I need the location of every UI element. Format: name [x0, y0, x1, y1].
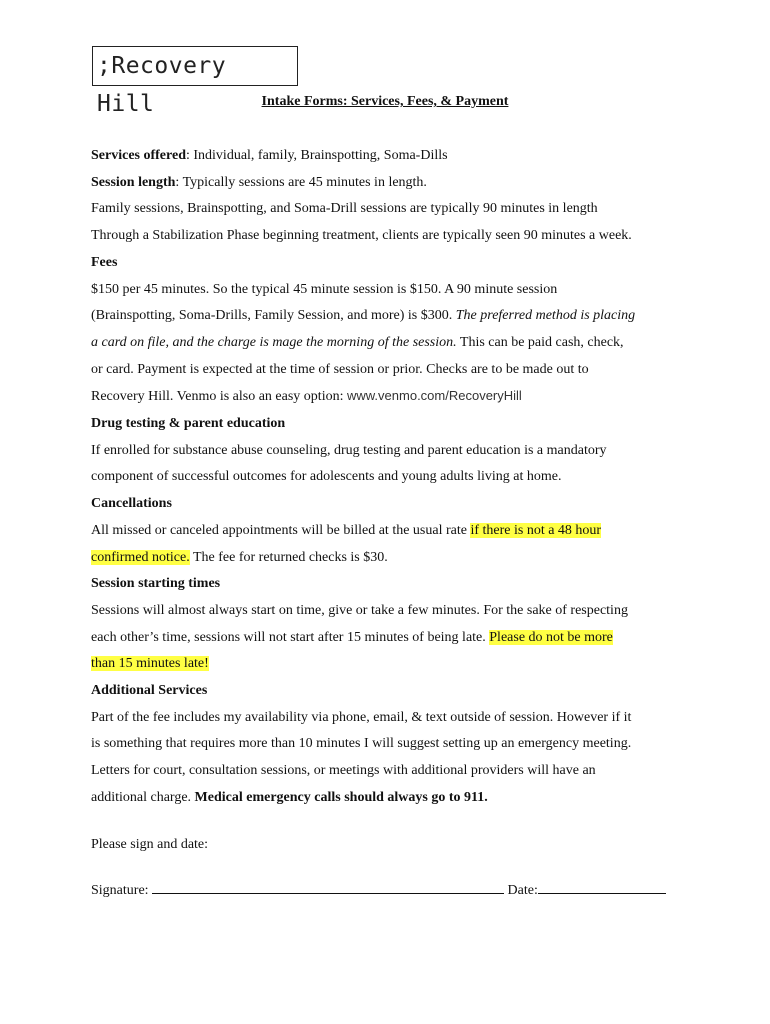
signature-field[interactable]: [152, 879, 504, 894]
cancellations-line-1-text: All missed or canceled appointments will be billed at the usual rate: [91, 522, 471, 538]
cancellations-highlight-1: if there is not a 48 hour: [470, 522, 602, 538]
services-offered-value: Individual, family, Brainspotting, Soma-Dills: [193, 148, 448, 163]
recovery-hill-logo: ;Recovery Hill: [92, 46, 298, 86]
signature-label: Signature:: [91, 883, 153, 899]
date-label: Date:: [504, 883, 538, 899]
drug-testing-line-1: If enrolled for substance abuse counseling, drug testing and parent education is a mandatory: [91, 442, 607, 458]
document-title: Intake Forms: Services, Fees, & Payment: [261, 94, 509, 109]
drug-testing-line-2: component of successful outcomes for adolescents and young adults living at home.: [91, 469, 562, 485]
fees-line-3: [91, 330, 691, 357]
session-length-line: [91, 170, 691, 197]
venmo-link[interactable]: www.venmo.com/RecoveryHill: [346, 388, 522, 404]
starting-times-line-2: [91, 625, 691, 652]
session-length-stabilization-line: Through a Stabilization Phase beginning treatment, clients are typically seen 90 minutes a week.: [91, 228, 632, 244]
medical-emergency-note: Medical emergency calls should always go to 911.: [194, 789, 488, 805]
cancellations-heading: Cancellations: [91, 496, 172, 512]
starting-times-heading: Session starting times: [91, 576, 221, 592]
services-offered-line: [91, 143, 691, 170]
starting-times-line-3: [91, 651, 691, 678]
cancellations-line-2-text: The fee for returned checks is $30.: [189, 549, 388, 565]
additional-line-2: is something that requires more than 10 minutes I will suggest setting up an emergency meeting.: [91, 736, 632, 752]
session-length-value: Typically sessions are 45 minutes in length.: [182, 174, 427, 190]
fees-line-1: $150 per 45 minutes. So the typical 45 minute session is $150. A 90 minute session: [91, 281, 558, 297]
fees-line-3-italic: a card on file, and the charge is mage the morning of the session.: [91, 334, 457, 350]
signature-row: [91, 878, 691, 905]
cancellations-line-2: [91, 545, 691, 572]
additional-line-4: [91, 785, 691, 812]
drug-testing-heading: Drug testing & parent education: [91, 416, 286, 432]
fees-line-5: [91, 383, 691, 411]
fees-heading: Fees: [91, 254, 118, 270]
services-offered-label: Services offered: [91, 148, 186, 163]
starting-times-line-2-text: each other’s time, sessions will not start after 15 minutes of being late.: [91, 629, 490, 645]
starting-times-highlight-1: Please do not be more: [489, 629, 613, 645]
sign-prompt: Please sign and date:: [91, 836, 209, 852]
fees-line-2-italic: The preferred method is placing: [455, 308, 636, 324]
additional-line-3: Letters for court, consultation sessions, or meetings with additional providers will have an: [91, 763, 596, 779]
cancellations-line-1: [91, 518, 691, 545]
fees-line-2: [91, 303, 691, 330]
fees-line-4: or card. Payment is expected at the time of session or prior. Checks are to be made out to: [91, 361, 589, 377]
additional-line-4-text: additional charge.: [91, 789, 195, 805]
session-length-label: Session length: [91, 174, 176, 190]
fees-line-5-text: Recovery Hill. Venmo is also an easy option:: [91, 389, 347, 405]
date-field[interactable]: [538, 879, 666, 894]
starting-times-line-1: Sessions will almost always start on time, give or take a few minutes. For the sake of respecting: [91, 602, 628, 618]
fees-line-2-text: (Brainspotting, Soma-Drills, Family Session, and more) is $300.: [91, 308, 456, 324]
session-length-family-line: Family sessions, Brainspotting, and Soma-Drill sessions are typically 90 minutes in length: [91, 201, 598, 217]
starting-times-highlight-2: than 15 minutes late!: [91, 656, 209, 672]
cancellations-highlight-2: confirmed notice.: [91, 549, 190, 565]
session-length-sep: :: [175, 174, 183, 190]
document-body: [91, 143, 691, 905]
additional-services-heading: Additional Services: [91, 683, 208, 699]
additional-line-1: Part of the fee includes my availability via phone, email, & text outside of session. However if it: [91, 709, 632, 725]
services-sep: :: [185, 148, 194, 163]
fees-line-3-text: This can be paid cash, check,: [456, 334, 624, 350]
